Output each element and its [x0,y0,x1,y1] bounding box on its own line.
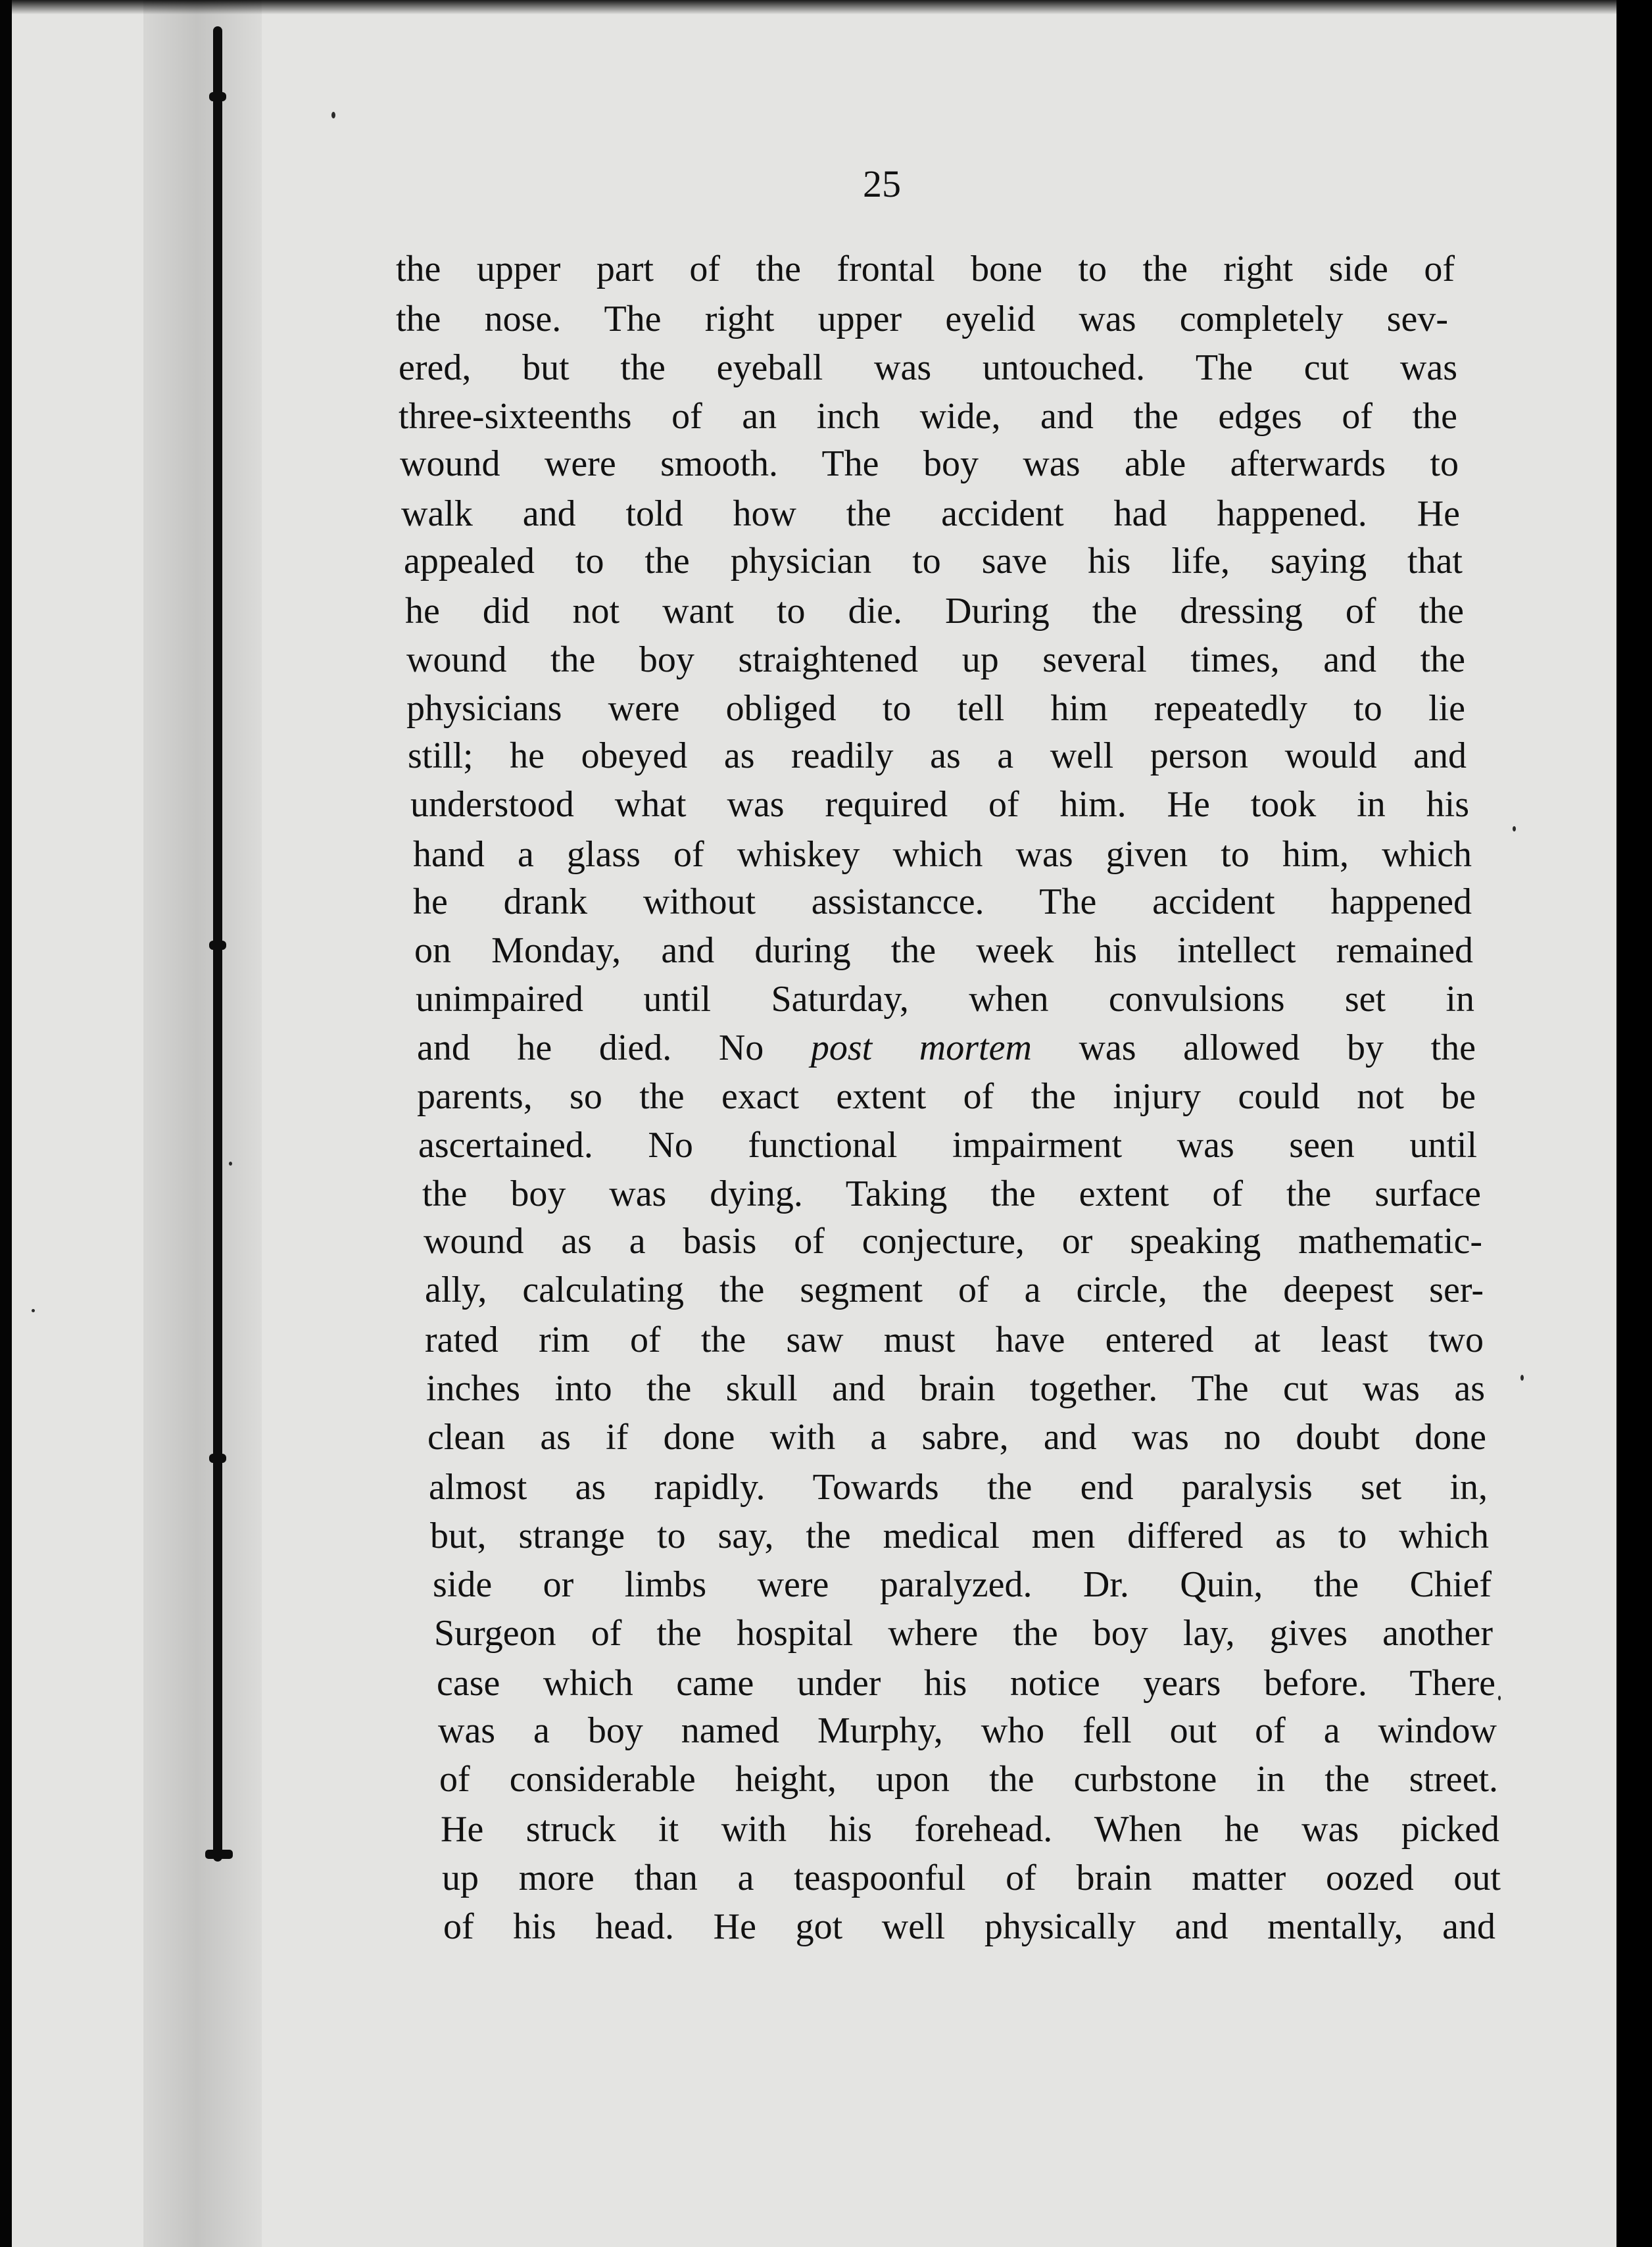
text-line: of his head. He got well physically and mentally, and [443,1906,1495,1947]
paper-speck [331,112,335,118]
paper-speck [1513,826,1516,831]
text-line: of considerable height, upon the curbstone in the street. [439,1759,1498,1800]
text-line: physicians were obliged to tell him repeatedly to lie [406,688,1465,729]
paper-speck [229,1162,232,1166]
text-line: wound as a basis of conjecture, or speaking mathematic- [424,1221,1482,1262]
binding-stitch [209,92,226,101]
binding-thread-end [205,1850,233,1859]
text-line: side or limbs were paralyzed. Dr. Quin, the Chief [433,1564,1492,1605]
text-line: still; he obeyed as readily as a well person would and [408,735,1467,776]
text-line: wound the boy straightened up several times, and the [406,639,1465,680]
italic-phrase: post mortem [810,1027,1032,1068]
text-line: ered, but the eyeball was untouched. The cut was [399,347,1457,388]
text-line: ally, calculating the segment of a circle, the deepest ser- [425,1270,1484,1310]
binding-stitch [209,1454,226,1463]
text-line: ascertained. No functional impairment was seen until [418,1125,1477,1166]
text-line: unimpaired until Saturday, when convulsions set in [416,979,1474,1020]
paper-speck [1498,1696,1501,1700]
page-number: 25 [863,162,901,205]
binding-stitch [209,941,226,950]
text-line: Surgeon of the hospital where the boy lay, gives another [434,1613,1493,1654]
text-line: understood what was required of him. He took in his [410,784,1469,825]
text-line [417,1022,1476,1074]
text-line: almost as rapidly. Towards the end paralysis set in, [429,1467,1488,1508]
text-line: but, strange to say, the medical men differed as to which [430,1516,1489,1556]
text-line: the upper part of the frontal bone to the right side of [396,249,1455,289]
text-span: and he died. No [417,1027,811,1068]
text-span: was allowed by the [1031,1027,1476,1068]
text-line: wound were smooth. The boy was able afterwards to [400,443,1459,484]
gutter-shadow [143,0,262,2247]
paper-speck [1520,1375,1524,1381]
book-page [12,0,1616,2247]
paper-speck [32,1309,35,1312]
text-line: the nose. The right upper eyelid was completely sev- [396,299,1448,339]
text-line: three-sixteenths of an inch wide, and the edges of the [399,396,1457,437]
text-line: up more than a teaspoonful of brain matter oozed out [442,1858,1501,1898]
text-line: walk and told how the accident had happened. He [401,493,1460,534]
text-line: he did not want to die. During the dressing of the [405,591,1464,631]
text-line: the boy was dying. Taking the extent of the surface [422,1173,1481,1214]
text-line: inches into the skull and brain together. The cut was as [426,1368,1485,1409]
text-line: clean as if done with a sabre, and was no doubt done [427,1417,1486,1458]
scan-border [0,0,12,2247]
text-line: on Monday, and during the week his intellect remained [414,930,1473,971]
text-line: parents, so the exact extent of the injury could not be [417,1076,1476,1117]
text-line: he drank without assistancce. The accident happened [413,881,1472,922]
text-line: was a boy named Murphy, who fell out of a window [438,1710,1497,1751]
text-line: He struck it with his forehead. When he was picked [441,1809,1499,1850]
text-line: rated rim of the saw must have entered at least two [425,1320,1484,1360]
text-line: appealed to the physician to save his life, saying that [404,541,1463,581]
text-line: case which came under his notice years before. There [437,1663,1495,1704]
text-line: hand a glass of whiskey which was given to him, which [413,834,1472,875]
